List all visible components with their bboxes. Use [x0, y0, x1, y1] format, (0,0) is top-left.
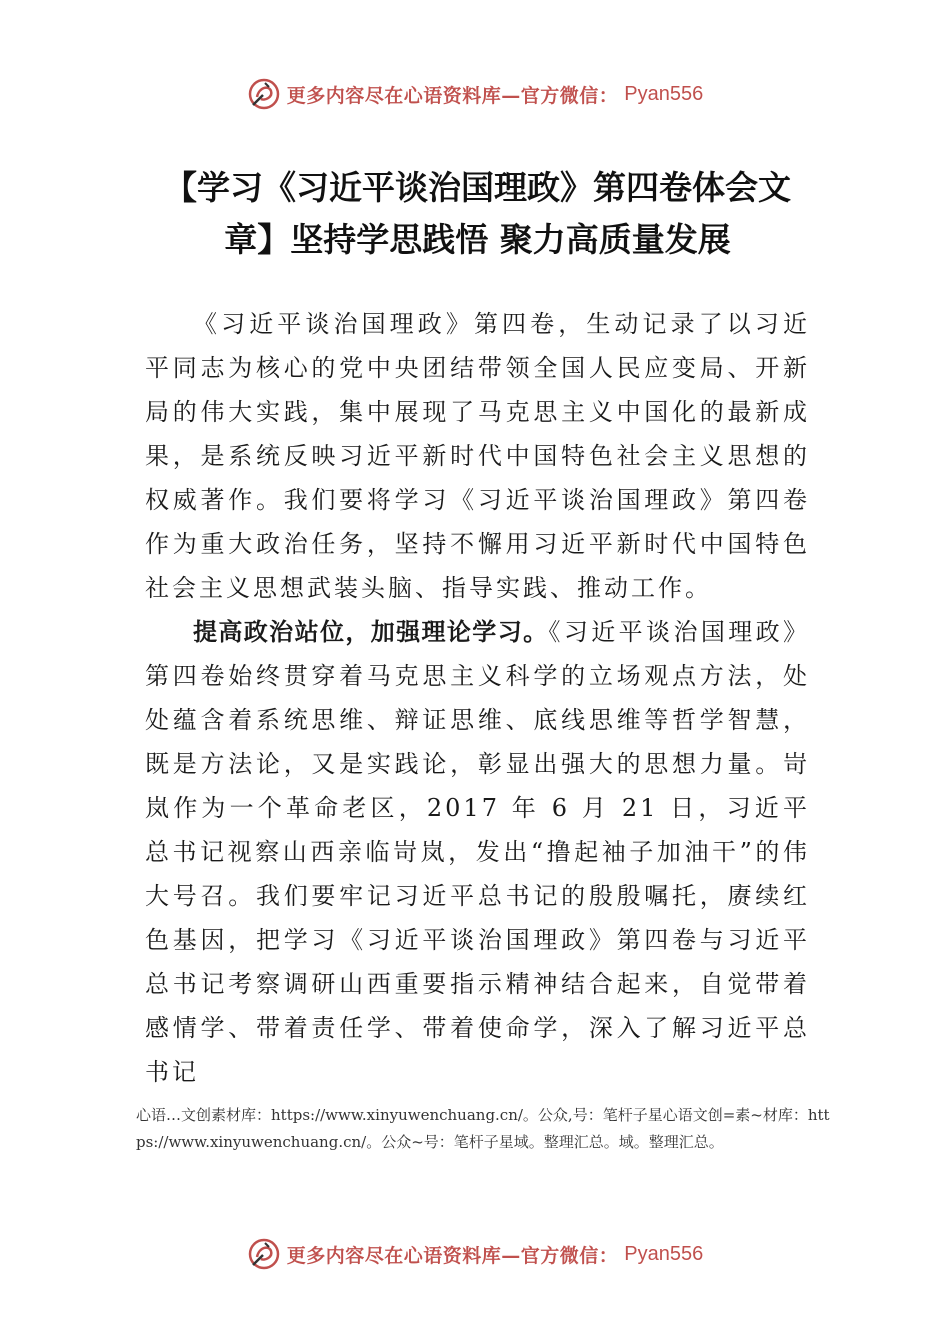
paragraph-1-text: 《习近平谈治国理政》第四卷，生动记录了以习近平同志为核心的党中央团结带领全国人民应变局、开新局的伟大实践，集中展现了马克思主义中国化的最新成果，是系统反映习近平新时代中国特色社会主义思想的权威著作。我们要将学习《习近平谈治国理政》第四卷作为重大政治任务，坚持不懈用习近平新时代中国特色社会主义思想武装头脑、指导实践、推动工作。	[145, 310, 810, 602]
article-body	[145, 302, 810, 1094]
rose-logo-icon	[247, 1237, 281, 1271]
footer-banner-wechat-id: Pyan556	[624, 1242, 704, 1265]
page-title: 【学习《习近平谈治国理政》第四卷体会文章】坚持学思践悟 聚力高质量发展	[164, 168, 791, 259]
footer-banner	[0, 1234, 950, 1274]
paragraph-2-lead: 提高政治站位，加强理论学习。	[193, 618, 549, 646]
footnote-watermark: 心语…文创素材库：https://www.xinyuwenchuang.cn/。公众,号：笔杆子星心语文创=素~材库：https://www.xinyuwenchuang.cn/。公众~号：笔杆子星域。整理汇总。域。整理汇总。	[136, 1106, 830, 1151]
header-banner	[0, 74, 950, 114]
banner-wechat-id: Pyan556	[624, 82, 704, 105]
banner-text: 更多内容尽在心语资料库—官方微信：	[286, 84, 619, 107]
paragraph-2-text: 《习近平谈治国理政》第四卷始终贯穿着马克思主义科学的立场观点方法，处处蕴含着系统思维、辩证思维、底线思维等哲学智慧，既是方法论，又是实践论，彰显出强大的思想力量。岢岚作为一个革命老区，2017 年 6 月 21 日，习近平总书记视察山西亲临岢岚，发出“撸起袖子加油干”的伟大号召。我们要牢记习近平总书记的殷殷嘱托，赓续红色基因，把学习《习近平谈治国理政》第四卷与习近平总书记考察调研山西重要指示精神结合起来，自觉带着感情学、带着责任学、带着使命学，深入了解习近平总书记	[145, 618, 811, 1086]
paragraph-1	[145, 302, 810, 610]
footer-banner-text: 更多内容尽在心语资料库—官方微信：	[286, 1244, 619, 1267]
rose-logo-icon	[247, 77, 281, 111]
paragraph-2	[145, 610, 810, 1094]
